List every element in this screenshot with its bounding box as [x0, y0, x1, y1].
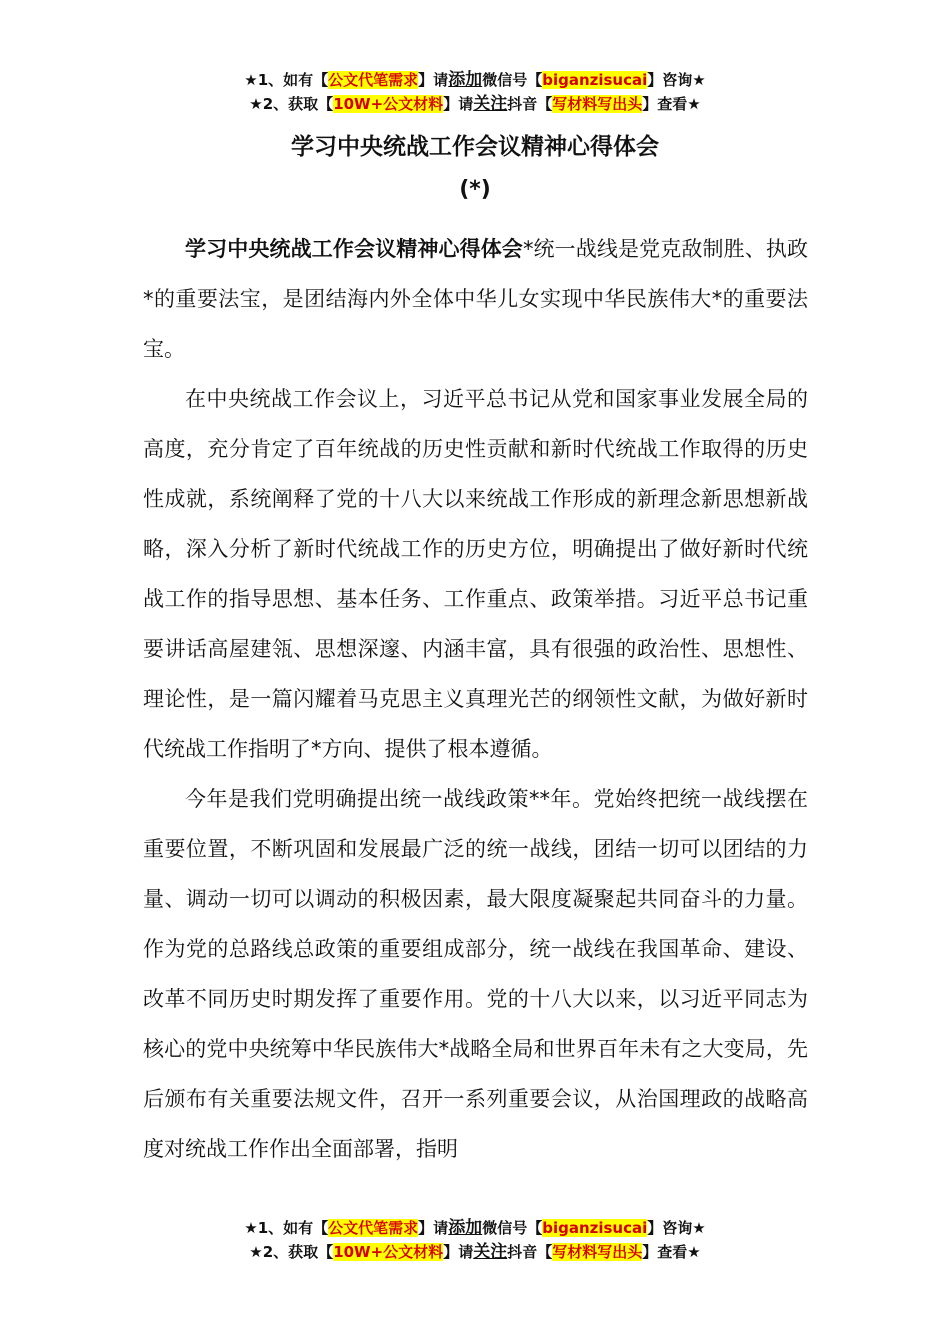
paragraph [143, 774, 808, 1174]
banner-text: ★1、如有【 [244, 1219, 329, 1237]
banner-text: 抖音【 [507, 95, 553, 113]
banner-text: ★2、获取【 [249, 1243, 334, 1261]
banner-underline: 添加 [448, 70, 483, 90]
document-body [143, 224, 808, 1174]
banner-text: 】请 [443, 1243, 474, 1261]
banner-underline: 关注 [473, 94, 508, 114]
banner-text: 微信号【 [482, 1219, 543, 1237]
wechat-id-highlight: biganzisucai [542, 71, 648, 89]
top-banner [0, 68, 950, 116]
banner-highlight: 公文代笔需求 [328, 71, 419, 89]
banner-underline: 关注 [473, 1242, 508, 1262]
paragraph-text: 在中央统战工作会议上，习近平总书记从党和国家事业发展全局的高度，充分肯定了百年统战的历史性贡献和新时代统战工作取得的历史性成就，系统阐释了党的十八大以来统战工作形成的新理念新思想新战略，深入分析了新时代统战工作的历史方位，明确提出了做好新时代统战工作的指导思想、基本任务、工作重点、政策举措。习近平总书记重要讲话高屋建瓴、思想深邃、内涵丰富，具有很强的政治性、思想性、理论性，是一篇闪耀着马克思主义真理光芒的纲领性文献，为做好新时代统战工作指明了*方向、提供了根本遵循。 [143, 387, 808, 761]
banner-text: 】查看★ [642, 1243, 701, 1261]
document-title: 学习中央统战工作会议精神心得体会 [291, 134, 659, 160]
banner-highlight: 10W+公文材料 [333, 1243, 444, 1261]
banner-line-1 [0, 1216, 950, 1240]
banner-line-1 [0, 68, 950, 92]
banner-text: 】请 [418, 71, 449, 89]
banner-line-2 [0, 1240, 950, 1264]
banner-underline: 添加 [448, 1218, 483, 1238]
paragraph [143, 374, 808, 774]
banner-text: 】咨询★ [647, 71, 706, 89]
paragraph [143, 224, 808, 374]
bottom-banner [0, 1216, 950, 1264]
banner-text: 抖音【 [507, 1243, 553, 1261]
banner-text: 】查看★ [642, 95, 701, 113]
banner-text: 】咨询★ [647, 1219, 706, 1237]
banner-highlight: 10W+公文材料 [333, 95, 444, 113]
banner-text: 】请 [443, 95, 474, 113]
banner-line-2 [0, 92, 950, 116]
paragraph-text: 今年是我们党明确提出统一战线政策**年。党始终把统一战线摆在重要位置，不断巩固和发展最广泛的统一战线，团结一切可以团结的力量、调动一切可以调动的积极因素，最大限度凝聚起共同奋斗的力量。作为党的总路线总政策的重要组成部分，统一战线在我国革命、建设、改革不同历史时期发挥了重要作用。党的十八大以来，以习近平同志为核心的党中央统筹中华民族伟大*战略全局和世界百年未有之大变局，先后颁布有关重要法规文件，召开一系列重要会议，从治国理政的战略高度对统战工作作出全面部署，指明 [143, 787, 808, 1161]
banner-text: 】请 [418, 1219, 449, 1237]
paragraph-text: *统一战线是党克敌制胜、执政*的重要法宝，是团结海内外全体中华儿女实现中华民族伟大*的重要法宝。 [143, 237, 809, 361]
banner-highlight: 公文代笔需求 [328, 1219, 419, 1237]
banner-text: ★2、获取【 [249, 95, 334, 113]
banner-text: 微信号【 [482, 71, 543, 89]
banner-text: ★1、如有【 [244, 71, 329, 89]
wechat-id-highlight: biganzisucai [542, 1219, 648, 1237]
douyin-id-highlight: 写材料写出头 [552, 1243, 643, 1261]
document-subtitle: (*) [459, 177, 491, 202]
paragraph-lead: 学习中央统战工作会议精神心得体会 [185, 237, 523, 261]
douyin-id-highlight: 写材料写出头 [552, 95, 643, 113]
